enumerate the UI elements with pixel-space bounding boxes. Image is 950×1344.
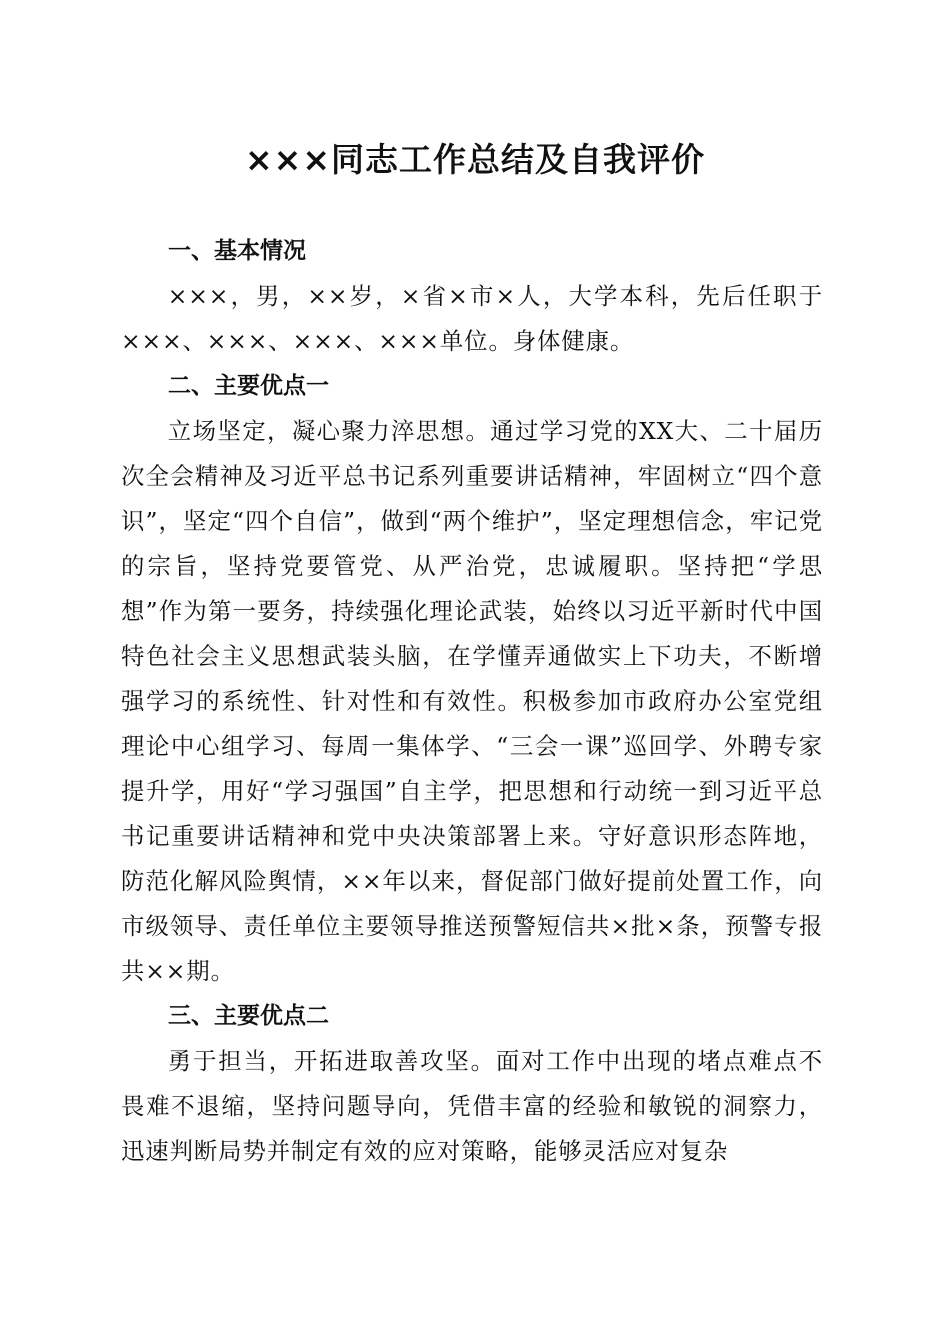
section-paragraph-strength-two: 勇于担当，开拓进取善攻坚。面对工作中出现的堵点难点不畏难不退缩，坚持问题导向，凭借丰富的经验和敏锐的洞察力，迅速判断局势并制定有效的应对策略，能够灵活应对复杂 bbox=[121, 1047, 823, 1165]
section-heading-strength-two: 三、主要优点二 bbox=[168, 1003, 329, 1029]
section-heading-strength-one: 二、主要优点一 bbox=[168, 373, 329, 399]
section-paragraph-basic-info: ×××，男，××岁，×省×市×人，大学本科，先后任职于×××、×××、×××、×××单位。身体健康。 bbox=[121, 282, 823, 355]
document-body bbox=[121, 229, 823, 1174]
section-paragraph-strength-one: 立场坚定，凝心聚力淬思想。通过学习党的XX大、二十届历次全会精神及习近平总书记系列重要讲话精神，牢固树立“四个意识”，坚定“四个自信”，做到“两个维护”，坚定理想信念，牢记党的宗旨，坚持党要管党、从严治党，忠诚履职。坚持把“学思想”作为第一要务，持续强化理论武装，始终以习近平新时代中国特色社会主义思想武装头脑，在学懂弄通做实上下功夫，不断增强学习的系统性、针对性和有效性。积极参加市政府办公室党组理论中心组学习、每周一集体学、“三会一课”巡回学、外聘专家提升学，用好“学习强国”自主学，把思想和行动统一到习近平总书记重要讲话精神和党中央决策部署上来。守好意识形态阵地，防范化解风险舆情，××年以来，督促部门做好提前处置工作，向市级领导、责任单位主要领导推送预警短信共×批×条，预警专报共××期。 bbox=[121, 417, 823, 985]
document-title: ×××同志工作总结及自我评价 bbox=[245, 140, 705, 179]
section-heading-basic-info: 一、基本情况 bbox=[168, 238, 306, 264]
